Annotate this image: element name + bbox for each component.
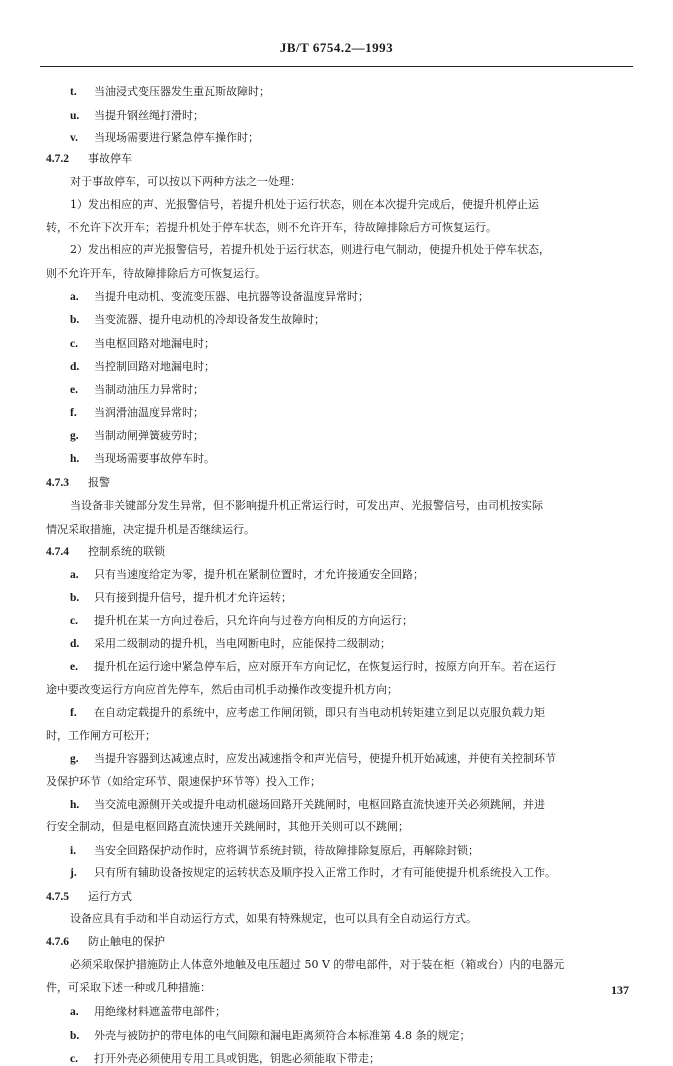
list-item-text: 当制动闸弹簧疲劳时； xyxy=(94,429,204,442)
section-number: 4.7.4 xyxy=(46,546,69,558)
section-heading xyxy=(46,890,132,904)
list-item-text: 当现场需要进行紧急停车操作时； xyxy=(94,131,259,144)
list-marker: b. xyxy=(70,1030,80,1042)
header-divider xyxy=(40,66,633,67)
paragraph-text: 必须采取保护措施防止人体意外地触及电压超过 50 V 的带电部件，对于装在柜（箱或台）内的电器元 xyxy=(70,958,565,971)
paragraph-line xyxy=(70,243,550,257)
paragraph-line xyxy=(46,775,321,789)
paragraph-line xyxy=(70,499,543,513)
list-marker: g. xyxy=(70,430,79,442)
list-marker: e. xyxy=(70,384,78,396)
section-heading xyxy=(46,152,132,166)
section-number: 4.7.2 xyxy=(46,153,69,165)
paragraph-line xyxy=(46,267,266,281)
paragraph-line xyxy=(46,221,497,235)
list-item xyxy=(70,844,479,858)
paragraph-line xyxy=(46,729,156,743)
paragraph-text: 件，可采取下述一种或几种措施： xyxy=(46,981,211,994)
list-item xyxy=(70,798,545,812)
page-header: JB/T 6754.2—1993 xyxy=(279,40,394,55)
list-item xyxy=(70,706,545,720)
list-item-text: 外壳与被防护的带电体的电气间隙和漏电距离须符合本标准第 4.8 条的规定； xyxy=(94,1029,471,1042)
section-number: 4.7.3 xyxy=(46,477,69,489)
list-marker: f. xyxy=(70,407,77,419)
list-item-text: 当现场需要事故停车时。 xyxy=(94,452,215,465)
list-item xyxy=(70,109,204,123)
list-marker: c. xyxy=(70,338,78,350)
section-title: 控制系统的联锁 xyxy=(88,545,165,558)
list-item xyxy=(70,637,391,651)
list-item xyxy=(70,660,556,674)
list-item-text: 当电枢回路对地漏电时； xyxy=(94,337,215,350)
section-title: 报警 xyxy=(88,476,110,489)
list-item-text: 提升机在运行途中紧急停车后，应对原开车方向记忆，在恢复运行时，按原方向开车。若在运行 xyxy=(94,660,556,673)
paragraph-line xyxy=(46,820,409,834)
list-item-text: 用绝缘材料遮盖带电部件； xyxy=(94,1005,226,1018)
paragraph-text: 1）发出相应的声、光报警信号，若提升机处于运行状态，则在本次提升完成后，使提升机停止运 xyxy=(70,198,539,211)
paragraph-text: 对于事故停车，可以按以下两种方法之一处理： xyxy=(70,175,301,188)
paragraph-text: 则不允许开车，待故障排除后方可恢复运行。 xyxy=(46,267,266,280)
list-item xyxy=(70,383,204,397)
list-item-text: 只有所有辅助设备按规定的运转状态及顺序投入正常工作时，才有可能使提升机系统投入工作。 xyxy=(94,866,556,879)
section-number: 4.7.6 xyxy=(46,936,69,948)
list-item xyxy=(70,866,556,880)
page-number: 137 xyxy=(611,983,629,997)
paragraph-text: 2）发出相应的声光报警信号，若提升机处于运行状态，则进行电气制动，使提升机处于停车状态， xyxy=(70,243,550,256)
list-marker: u. xyxy=(70,110,80,122)
paragraph-text: 情况采取措施，决定提升机是否继续运行。 xyxy=(46,523,255,536)
list-marker: h. xyxy=(70,799,80,811)
section-title: 运行方式 xyxy=(88,890,132,903)
list-marker: b. xyxy=(70,314,80,326)
list-item-text: 当交流电源侧开关或提升电动机磁场回路开关跳闸时，电枢回路直流快速开关必须跳闸，并进 xyxy=(94,798,545,811)
list-item-text: 只有当速度给定为零，提升机在紧制位置时，才允许接通安全回路； xyxy=(94,568,424,581)
list-item xyxy=(70,1052,380,1066)
list-item-text: 当油浸式变压器发生重瓦斯故障时； xyxy=(94,85,270,98)
paragraph-text: 行安全制动，但是电枢回路直流快速开关跳闸时，其他开关则可以不跳闸； xyxy=(46,820,409,833)
paragraph-text: 转，不允许下次开车；若提升机处于停车状态，则不允许开车，待故障排除后方可恢复运行。 xyxy=(46,221,497,234)
paragraph-text: 当设备非关键部分发生异常，但不影响提升机正常运行时，可发出声、光报警信号，由司机按实际 xyxy=(70,499,543,512)
section-heading xyxy=(46,935,165,949)
list-marker: t. xyxy=(70,86,77,98)
paragraph-line xyxy=(70,958,564,972)
list-item-text: 当提升容器到达减速点时，应发出减速指令和声光信号，使提升机开始减速，并使有关控制环节 xyxy=(94,752,556,765)
paragraph-line xyxy=(70,912,477,926)
list-marker: c. xyxy=(70,615,78,627)
list-marker: d. xyxy=(70,361,80,373)
paragraph-text: 时，工作闸方可松开； xyxy=(46,729,156,742)
section-heading xyxy=(46,545,165,559)
list-marker: a. xyxy=(70,1006,79,1018)
list-marker: b. xyxy=(70,592,80,604)
list-item xyxy=(70,568,424,582)
list-item-text: 当控制回路对地漏电时； xyxy=(94,360,215,373)
section-title: 事故停车 xyxy=(88,152,132,165)
paragraph-text: 途中要改变运行方向应首先停车，然后由司机手动操作改变提升机方向； xyxy=(46,683,398,696)
list-item xyxy=(70,360,215,374)
list-marker: j. xyxy=(70,867,77,879)
paragraph-line xyxy=(46,523,255,537)
list-item xyxy=(70,1005,226,1019)
section-title: 防止触电的保护 xyxy=(88,935,165,948)
list-item xyxy=(70,290,369,304)
list-marker: g. xyxy=(70,753,79,765)
list-item xyxy=(70,406,204,420)
list-marker: f. xyxy=(70,707,77,719)
list-item xyxy=(70,85,270,99)
list-marker: i. xyxy=(70,845,77,857)
list-item-text: 只有接到提升信号，提升机才允许运转； xyxy=(94,591,292,604)
list-item xyxy=(70,591,292,605)
list-item xyxy=(70,313,325,327)
list-item xyxy=(70,614,413,628)
list-item xyxy=(70,1029,470,1043)
list-marker: c. xyxy=(70,1053,78,1065)
paragraph-line xyxy=(70,175,301,189)
list-item-text: 当安全回路保护动作时，应将调节系统封锁，待故障排除复原后，再解除封锁； xyxy=(94,844,479,857)
list-item-text: 当制动油压力异常时； xyxy=(94,383,204,396)
section-number: 4.7.5 xyxy=(46,891,69,903)
paragraph-line xyxy=(70,198,539,212)
list-item-text: 当变流器、提升电动机的冷却设备发生故障时； xyxy=(94,313,325,326)
list-marker: d. xyxy=(70,638,80,650)
list-marker: a. xyxy=(70,569,79,581)
paragraph-text: 设备应具有手动和半自动运行方式，如果有特殊规定，也可以具有全自动运行方式。 xyxy=(70,912,477,925)
list-marker: h. xyxy=(70,453,80,465)
list-item xyxy=(70,452,215,466)
list-item xyxy=(70,429,204,443)
list-marker: a. xyxy=(70,291,79,303)
list-item-text: 当润滑油温度异常时； xyxy=(94,406,204,419)
list-item-text: 采用二级制动的提升机，当电网断电时，应能保持二级制动； xyxy=(94,637,391,650)
list-item xyxy=(70,337,215,351)
list-item-text: 提升机在某一方向过卷后，只允许向与过卷方向相反的方向运行； xyxy=(94,614,413,627)
list-item-text: 打开外壳必须使用专用工具或钥匙，钥匙必须能取下带走； xyxy=(94,1052,380,1065)
paragraph-line xyxy=(46,683,398,697)
paragraph-line xyxy=(46,981,211,995)
list-item-text: 当提升钢丝绳打滑时； xyxy=(94,109,204,122)
list-marker: e. xyxy=(70,661,78,673)
list-marker: v. xyxy=(70,132,78,144)
list-item xyxy=(70,752,556,766)
list-item-text: 在自动定载提升的系统中，应考虑工作闸闭锁，即只有当电动机转矩建立到足以克服负载力矩 xyxy=(94,706,545,719)
paragraph-text: 及保护环节（如给定环节、限速保护环节等）投入工作； xyxy=(46,775,321,788)
section-heading xyxy=(46,476,110,490)
list-item xyxy=(70,131,259,145)
list-item-text: 当提升电动机、变流变压器、电抗器等设备温度异常时； xyxy=(94,290,369,303)
